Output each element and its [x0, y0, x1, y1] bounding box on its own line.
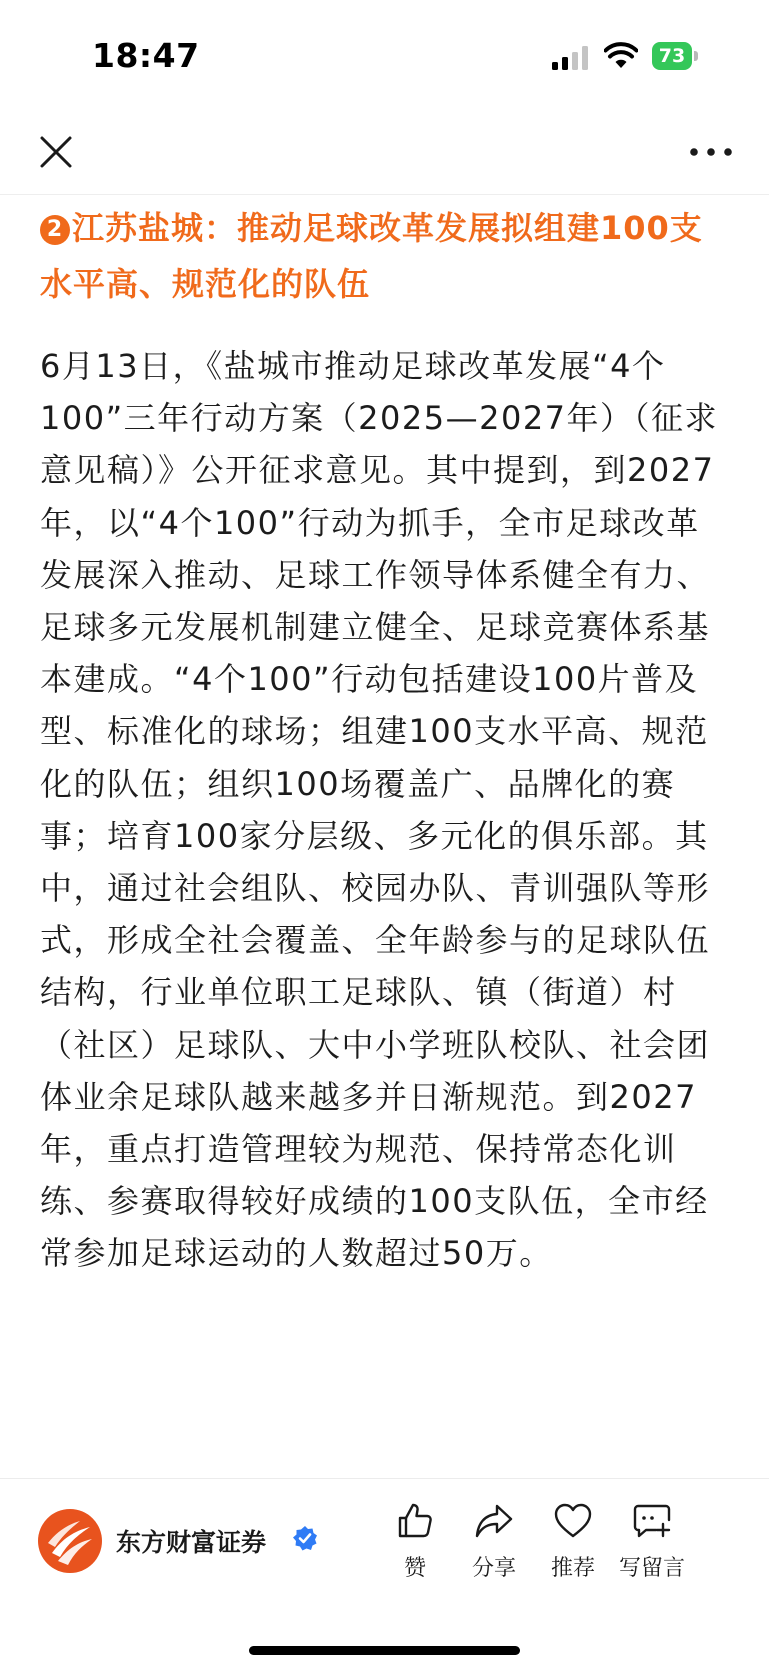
recommend-label: 推荐 — [550, 1556, 595, 1581]
thumbs-up-icon — [395, 1501, 435, 1541]
close-icon[interactable] — [34, 130, 78, 174]
headline-text: 江苏盐城：推动足球改革发展拟组建100支水平高、规范化的队伍 — [40, 209, 703, 303]
share-label: 分享 — [471, 1556, 516, 1581]
author-avatar[interactable] — [38, 1509, 102, 1573]
comment-icon — [632, 1501, 672, 1541]
heart-icon — [553, 1501, 593, 1541]
recommend-button[interactable] — [528, 1501, 618, 1591]
nav-bar — [0, 110, 769, 195]
battery-level: 73 — [658, 45, 686, 67]
verified-badge-icon — [292, 1525, 318, 1551]
more-options-icon[interactable] — [686, 130, 736, 174]
wifi-icon — [604, 42, 638, 70]
headline-number-badge: 2 — [40, 215, 70, 245]
home-indicator[interactable] — [249, 1646, 520, 1655]
battery-icon — [652, 42, 700, 70]
like-button[interactable] — [370, 1501, 460, 1591]
article-body: 6月13日，《盐城市推动足球改革发展“4个100”三年行动方案（2025—2027年）（征求意见稿）》公开征求意见。其中提到，到2027年，以“4个100”行动为抓手，全市足球改革发展深入推动、足球工作领导体系健全有力、足球多元发展机制建立健全、足球竞赛体系基本建成。“4个100”行动包括建设100片普及型、标准化的球场；组建100支水平高、规范化的队伍；组织100场覆盖广、品牌化的赛事；培育100家分层级、多元化的俱乐部。其中，通过社会组队、校园办队、青训强队等形式，形成全社会覆盖、全年龄参与的足球队伍结构，行业单位职工足球队、镇（街道）村（社区）足球队、大中小学班队校队、社会团体业余足球队越来越多并日渐规范。到2027年，重点打造管理较为规范、保持常态化训练、参赛取得较好成绩的100支队伍，全市经常参加足球运动的人数超过50万。 — [40, 347, 719, 1273]
status-bar — [0, 0, 769, 110]
comment-button[interactable] — [607, 1501, 697, 1591]
comment-label: 写留言 — [618, 1556, 685, 1581]
author-name[interactable]: 东方财富证券 — [116, 1528, 267, 1557]
cellular-signal-icon — [552, 46, 590, 70]
bottom-action-bar — [0, 1478, 769, 1666]
status-time: 18:47 — [92, 36, 200, 75]
like-label: 赞 — [403, 1556, 426, 1581]
author-logo-icon — [38, 1509, 102, 1573]
share-arrow-icon — [474, 1501, 514, 1541]
article-headline — [40, 200, 730, 312]
share-button[interactable] — [449, 1501, 539, 1591]
